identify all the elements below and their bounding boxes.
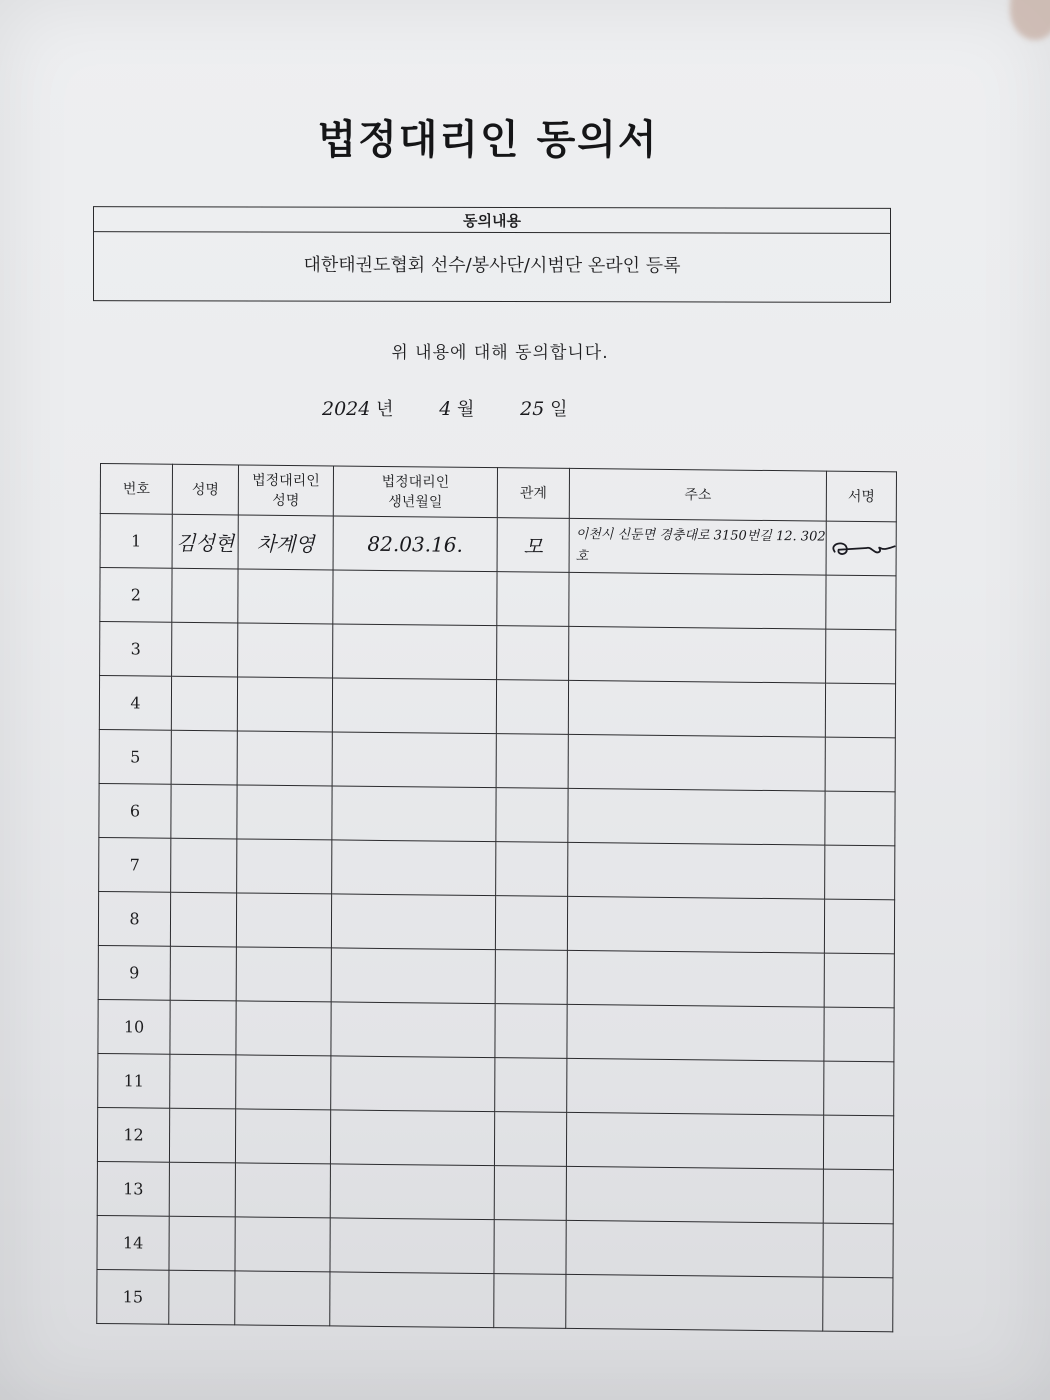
- row-guardian-birth[interactable]: [330, 1272, 494, 1328]
- table-row: [98, 1053, 894, 1115]
- row-signature[interactable]: [825, 683, 895, 738]
- row-address: 이천시 신둔면 경충대로 3150번길 12. 302호: [569, 518, 826, 575]
- row-guardian-name[interactable]: [236, 893, 331, 948]
- row-name[interactable]: [171, 838, 237, 893]
- table-row: [97, 1161, 893, 1223]
- row-address[interactable]: [567, 950, 824, 1007]
- row-name: 김성현: [172, 514, 238, 569]
- row-no: 13: [97, 1161, 169, 1216]
- row-signature: [826, 521, 896, 576]
- row-name[interactable]: [172, 622, 238, 677]
- header-guardian-birth: 법정대리인 생년월일: [333, 466, 497, 518]
- row-relation[interactable]: [494, 1274, 566, 1329]
- row-no: 7: [99, 837, 171, 892]
- page-title: 법정대리인 동의서: [317, 117, 659, 163]
- row-name[interactable]: [169, 1162, 235, 1217]
- row-address[interactable]: [568, 680, 825, 737]
- date-month-unit: 월: [457, 399, 475, 420]
- row-signature[interactable]: [826, 575, 896, 630]
- table-row: [99, 783, 895, 845]
- consent-table: [96, 463, 897, 1332]
- row-name[interactable]: [169, 1270, 235, 1325]
- row-relation[interactable]: [497, 572, 569, 627]
- date-day-unit: 일: [550, 399, 568, 420]
- signature-mark: [827, 533, 897, 564]
- row-signature[interactable]: [823, 1115, 893, 1170]
- date-month: 4: [439, 398, 452, 420]
- date-year: 2024: [322, 398, 371, 420]
- table-row: [99, 837, 895, 899]
- row-name[interactable]: [171, 730, 237, 785]
- row-no: 3: [100, 621, 172, 676]
- row-address[interactable]: [568, 734, 825, 791]
- row-guardian-birth[interactable]: [333, 624, 497, 680]
- row-guardian-birth[interactable]: [333, 570, 497, 626]
- row-address[interactable]: [566, 1220, 823, 1277]
- row-signature[interactable]: [825, 791, 895, 846]
- date-line: [322, 395, 567, 421]
- row-no: 11: [98, 1053, 170, 1108]
- row-guardian-birth[interactable]: [331, 1056, 495, 1112]
- row-guardian-name[interactable]: [238, 569, 333, 624]
- row-signature[interactable]: [823, 1277, 893, 1332]
- row-address[interactable]: [568, 842, 825, 899]
- row-relation[interactable]: [494, 1112, 566, 1167]
- table-row: [98, 999, 894, 1061]
- row-guardian-name[interactable]: [235, 1271, 330, 1326]
- consent-table-wrap: [96, 463, 900, 1332]
- row-signature[interactable]: [825, 845, 895, 900]
- header-relation: 관계: [497, 468, 569, 519]
- row-guardian-name[interactable]: [237, 839, 332, 894]
- row-relation[interactable]: [497, 626, 569, 681]
- row-signature[interactable]: [823, 1223, 893, 1278]
- row-guardian-name[interactable]: [236, 1001, 331, 1056]
- row-guardian-name[interactable]: [235, 1163, 330, 1218]
- row-guardian-birth[interactable]: [332, 786, 496, 842]
- row-address[interactable]: [569, 626, 826, 683]
- table-row: [98, 891, 894, 953]
- table-row: [100, 514, 896, 576]
- table-row: [97, 1269, 893, 1331]
- row-guardian-birth[interactable]: [332, 678, 496, 734]
- row-name[interactable]: [169, 1108, 235, 1163]
- row-relation[interactable]: [494, 1220, 566, 1275]
- row-no: 6: [99, 783, 171, 838]
- row-no: 2: [100, 568, 172, 623]
- table-header-row: [100, 464, 896, 522]
- table-row: [97, 1107, 893, 1169]
- consent-box: [93, 206, 891, 303]
- table-row: [100, 568, 896, 630]
- row-no: 12: [97, 1107, 169, 1162]
- row-guardian-birth[interactable]: [332, 840, 496, 896]
- table-row: [98, 945, 894, 1007]
- row-address[interactable]: [567, 1004, 824, 1061]
- row-relation[interactable]: [495, 950, 567, 1005]
- row-guardian-birth[interactable]: [330, 1218, 494, 1274]
- row-signature[interactable]: [826, 629, 896, 684]
- row-name[interactable]: [170, 892, 236, 947]
- row-relation: 모: [497, 518, 569, 573]
- row-no: 9: [98, 945, 170, 1000]
- row-address[interactable]: [569, 572, 826, 629]
- row-signature[interactable]: [825, 737, 895, 792]
- row-name[interactable]: [170, 1054, 236, 1109]
- table-row: [100, 621, 896, 683]
- row-signature[interactable]: [823, 1169, 893, 1224]
- table-row: [99, 675, 895, 737]
- header-no: 번호: [100, 464, 172, 515]
- agree-statement: 위 내용에 대해 동의합니다.: [391, 343, 609, 363]
- row-address[interactable]: [568, 788, 825, 845]
- consent-header: 동의내용: [94, 207, 890, 234]
- header-address: 주소: [569, 468, 826, 521]
- row-name[interactable]: [170, 1000, 236, 1055]
- row-address[interactable]: [567, 1058, 824, 1115]
- row-relation[interactable]: [495, 896, 567, 951]
- row-relation[interactable]: [496, 734, 568, 789]
- row-guardian-name[interactable]: [238, 623, 333, 678]
- row-no: 1: [100, 514, 172, 569]
- row-address[interactable]: [566, 1274, 823, 1331]
- date-year-unit: 년: [376, 399, 394, 420]
- row-signature[interactable]: [824, 1007, 894, 1062]
- row-guardian-birth[interactable]: [331, 948, 495, 1004]
- header-guardian-name: 법정대리인 성명: [238, 465, 333, 516]
- row-guardian-birth[interactable]: [330, 1164, 494, 1220]
- row-guardian-birth[interactable]: [332, 732, 496, 788]
- row-name[interactable]: [171, 676, 237, 731]
- row-relation[interactable]: [496, 788, 568, 843]
- row-address[interactable]: [567, 896, 824, 953]
- row-guardian-name[interactable]: [235, 1109, 330, 1164]
- row-address[interactable]: [566, 1166, 823, 1223]
- row-no: 14: [97, 1215, 169, 1270]
- row-guardian-name[interactable]: [237, 785, 332, 840]
- row-no: 10: [98, 999, 170, 1054]
- row-no: 15: [97, 1269, 169, 1324]
- row-name[interactable]: [171, 784, 237, 839]
- row-guardian-name: 차계영: [238, 515, 333, 570]
- row-no: 8: [98, 891, 170, 946]
- row-guardian-name[interactable]: [236, 947, 331, 1002]
- row-signature[interactable]: [824, 953, 894, 1008]
- row-guardian-name[interactable]: [237, 731, 332, 786]
- row-guardian-birth[interactable]: [331, 894, 495, 950]
- row-relation[interactable]: [496, 680, 568, 735]
- row-no: 4: [99, 675, 171, 730]
- table-row: [99, 729, 895, 791]
- consent-text: 대한태권도협회 선수/봉사단/시범단 온라인 등록: [303, 254, 681, 277]
- row-name[interactable]: [169, 1216, 235, 1271]
- header-signature: 서명: [826, 471, 896, 522]
- row-guardian-name[interactable]: [235, 1217, 330, 1272]
- row-relation[interactable]: [496, 842, 568, 897]
- row-guardian-birth: 82.03.16.: [333, 516, 497, 572]
- row-guardian-birth[interactable]: [331, 1002, 495, 1058]
- row-relation[interactable]: [495, 1004, 567, 1059]
- row-guardian-birth[interactable]: [330, 1110, 494, 1166]
- row-guardian-name[interactable]: [236, 1055, 331, 1110]
- row-address[interactable]: [566, 1112, 823, 1169]
- row-name[interactable]: [170, 946, 236, 1001]
- row-signature[interactable]: [824, 1061, 894, 1116]
- row-guardian-name[interactable]: [237, 677, 332, 732]
- date-day: 25: [520, 398, 545, 420]
- row-no: 5: [99, 729, 171, 784]
- row-relation[interactable]: [494, 1166, 566, 1221]
- header-name: 성명: [172, 464, 238, 515]
- table-row: [97, 1215, 893, 1277]
- row-signature[interactable]: [824, 899, 894, 954]
- row-relation[interactable]: [495, 1058, 567, 1113]
- row-name[interactable]: [172, 568, 238, 623]
